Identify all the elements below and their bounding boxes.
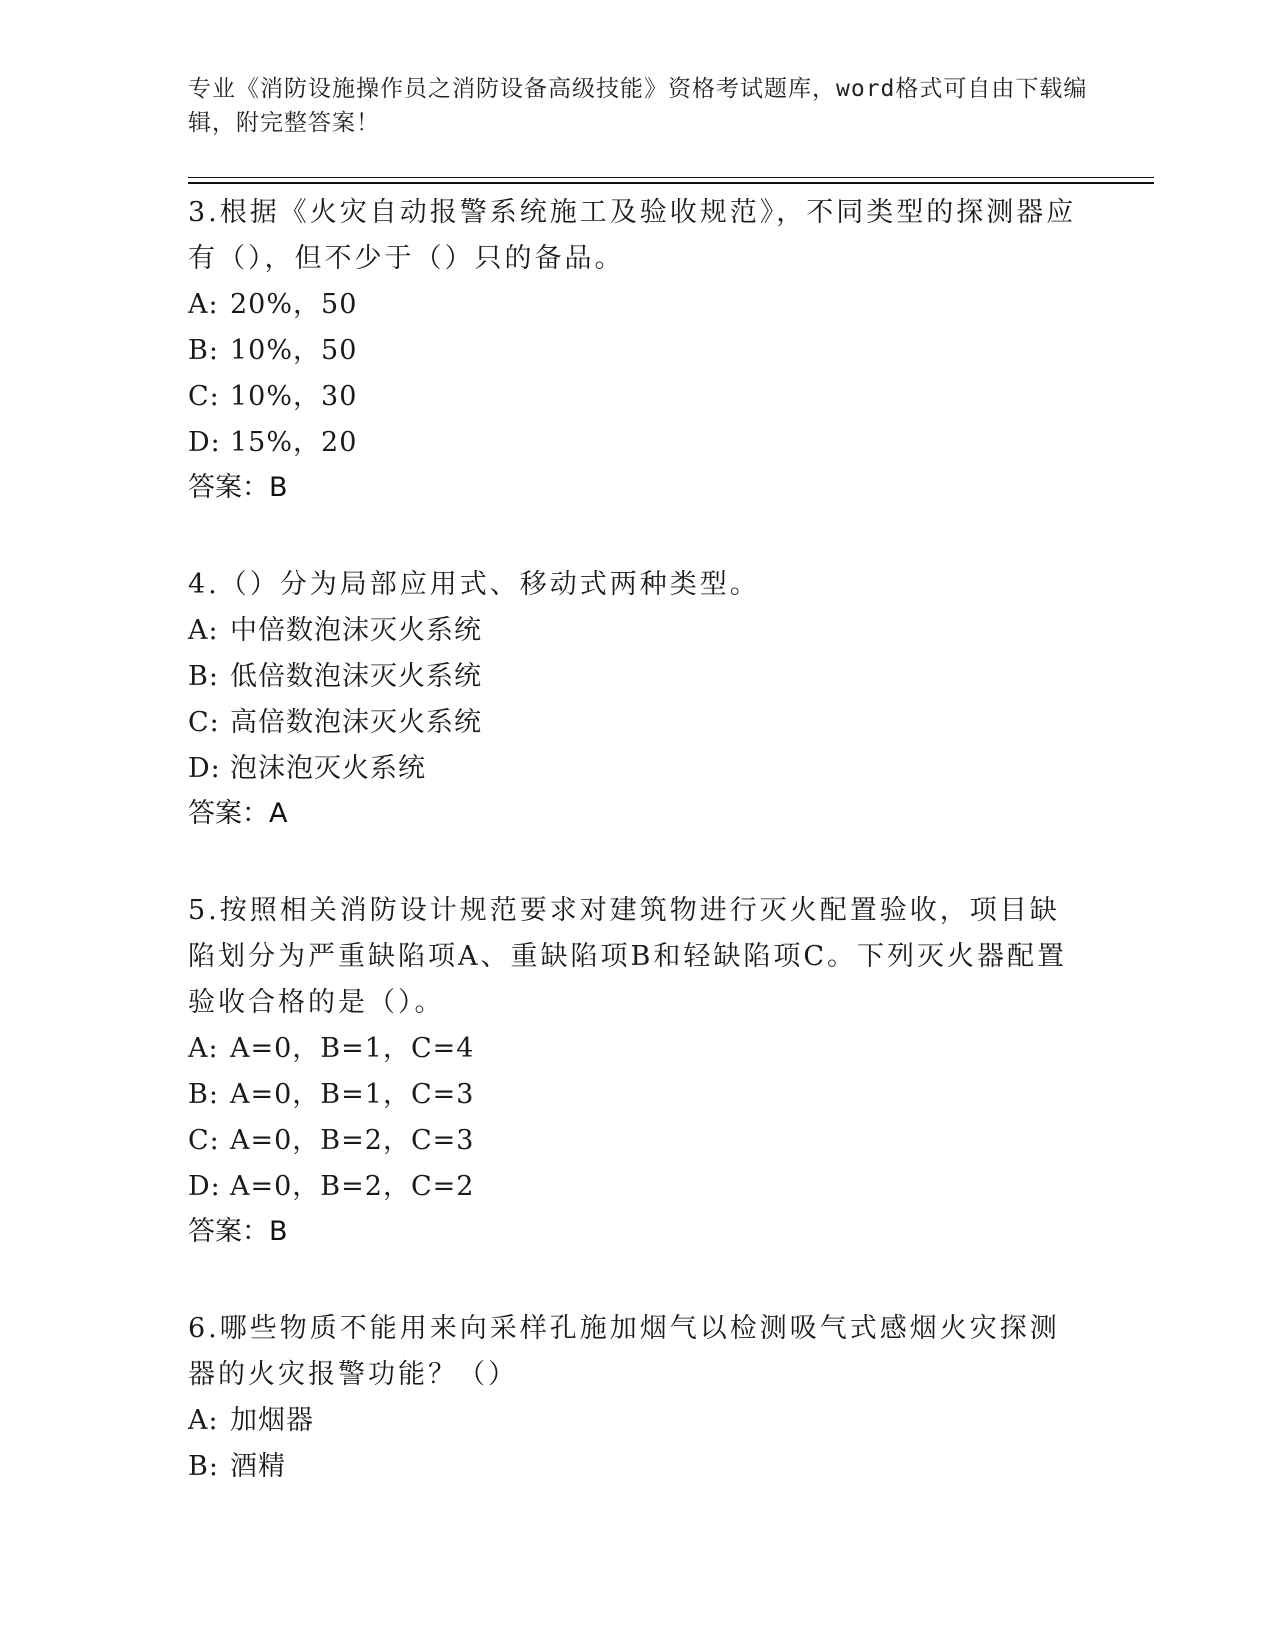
option-letter: C: (188, 1125, 220, 1156)
question-item (188, 1306, 1088, 1490)
option-text: 15%，20 (230, 427, 358, 458)
option-letter: C: (188, 707, 220, 738)
option-text: A=0，B=2，C=2 (230, 1171, 475, 1202)
option-c (188, 700, 1088, 746)
option-text: 中倍数泡沫灭火系统 (230, 615, 482, 646)
option-d (188, 746, 1088, 792)
question-text: 6.哪些物质不能用来向采样孔施加烟气以检测吸气式感烟火灾探测器的火灾报警功能？（） (188, 1313, 1060, 1390)
answer-text: 答案：B (188, 1216, 288, 1247)
answer-text: 答案：B (188, 472, 288, 503)
option-text: 泡沫泡灭火系统 (230, 753, 426, 784)
option-a (188, 1026, 1088, 1072)
option-letter: D: (188, 427, 221, 458)
option-a (188, 1398, 1088, 1444)
option-a (188, 608, 1088, 654)
option-b (188, 1444, 1088, 1490)
question-text: 5.按照相关消防设计规范要求对建筑物进行灭火配置验收，项目缺陷划分为严重缺陷项A、重缺陷项B和轻缺陷项C。下列灭火器配置验收合格的是（）。 (188, 895, 1067, 1018)
option-letter: C: (188, 381, 220, 412)
answer-text: 答案：A (188, 798, 288, 829)
option-text: 高倍数泡沫灭火系统 (230, 707, 482, 738)
option-c (188, 1118, 1088, 1164)
option-letter: D: (188, 753, 221, 784)
option-b (188, 328, 1088, 374)
option-letter: B: (188, 335, 219, 366)
option-text: 10%，50 (230, 335, 358, 366)
question-text: 3.根据《火灾自动报警系统施工及验收规范》，不同类型的探测器应有（），但不少于（）只的备品。 (188, 197, 1077, 274)
option-text: 10%，30 (230, 381, 358, 412)
option-text: A=0，B=1，C=4 (230, 1033, 475, 1064)
option-text: 低倍数泡沫灭火系统 (230, 661, 482, 692)
option-text: A=0，B=2，C=3 (230, 1125, 475, 1156)
question-item (188, 888, 1088, 1254)
option-text: 酒精 (230, 1451, 286, 1482)
question-list (188, 190, 1088, 1542)
option-b (188, 654, 1088, 700)
question-text: 4.（）分为局部应用式、移动式两种类型。 (188, 569, 760, 600)
option-d (188, 420, 1088, 466)
option-letter: A: (188, 1405, 219, 1436)
option-letter: D: (188, 1171, 221, 1202)
option-text: 20%，50 (230, 289, 358, 320)
option-letter: B: (188, 661, 219, 692)
option-text: A=0，B=1，C=3 (230, 1079, 475, 1110)
option-letter: A: (188, 1033, 219, 1064)
option-letter: A: (188, 615, 219, 646)
header-divider-thick (188, 182, 1154, 184)
question-item (188, 190, 1088, 510)
document-header: 专业《消防设施操作员之消防设备高级技能》资格考试题库，word格式可自由下载编辑，附完整答案！ (188, 76, 1088, 136)
option-b (188, 1072, 1088, 1118)
option-a (188, 282, 1088, 328)
option-letter: A: (188, 289, 219, 320)
option-letter: B: (188, 1079, 219, 1110)
header-divider-thin (188, 177, 1154, 178)
option-letter: B: (188, 1451, 219, 1482)
option-c (188, 374, 1088, 420)
question-item (188, 562, 1088, 836)
option-d (188, 1164, 1088, 1210)
option-text: 加烟器 (230, 1405, 314, 1436)
